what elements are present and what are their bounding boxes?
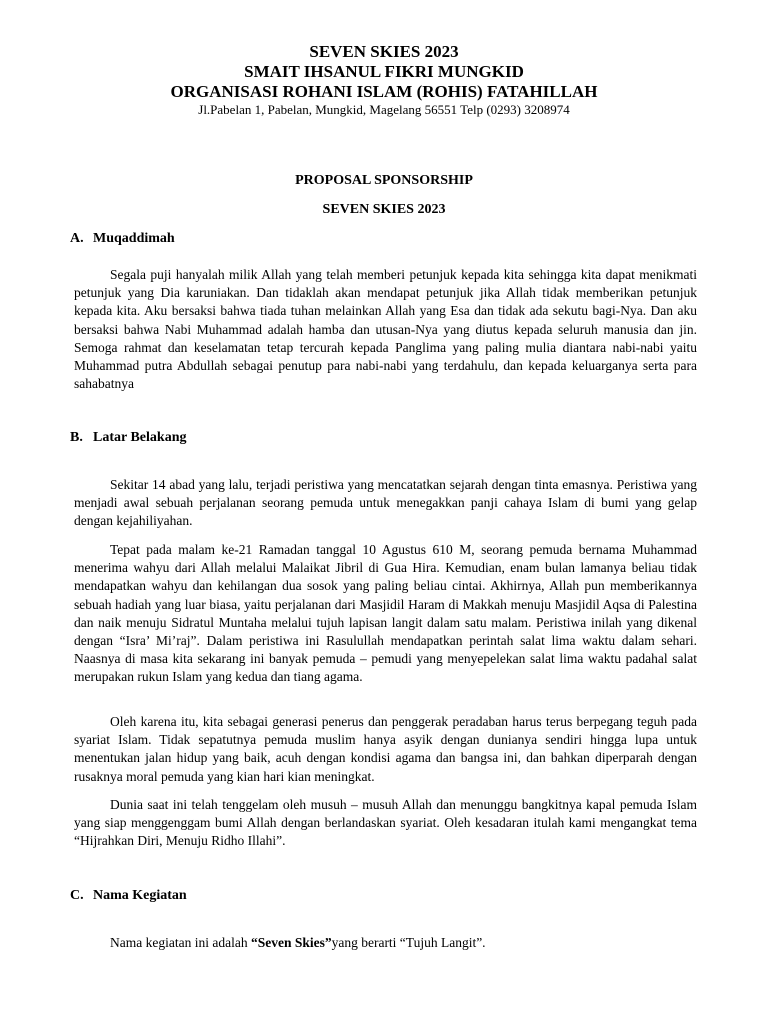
event-name-bold: “Seven Skies” [250,935,332,950]
school-name-heading: SMAIT IHSANUL FIKRI MUNGKID [244,62,524,81]
section-letter: A. [70,231,84,246]
letterhead [0,42,768,118]
section-letter: C. [70,888,84,903]
section-c-heading [70,888,187,904]
section-a-paragraph-1: Segala puji hanyalah milik Allah yang telah memberi petunjuk kepada kita sehingga kita dapat menikmati petunjuk yang Dia karuniakan. Dan tidaklah akan mendapat petunjuk jika Allah tidak memberikan petunjuk kepada kita. Aku bersaksi bahwa tiada tuhan melainkan Allah yang Esa dan tidak ada sekutu bagi-Nya. Dan aku bersaksi bahwa Nabi Muhammad adalah hamba dan utusan-Nya yang diutus kepada seluruh manusia dan jin. Semoga rahmat dan keselamatan tetap tercurah kepada Panglima yang paling mulia diantara nabi-nabi yaitu Muhammad putra Abdullah sebagai penutup para nabi-nabi yang terdahulu, dan kepada keluarganya serta para sahabatnya [74,267,697,392]
section-c-paragraph-1 [74,934,697,952]
event-name-heading: SEVEN SKIES 2023 [309,42,459,61]
section-title: Nama Kegiatan [93,888,187,903]
section-b-paragraph-1: Sekitar 14 abad yang lalu, terjadi peristiwa yang mencatatkan sejarah dengan tinta emasnya. Peristiwa yang menjadi awal sebuah perjalanan seorang pemuda untuk menegakkan panji cahaya Islam di bumi yang gelap dengan kejahiliyahan. [74,477,697,529]
section-b-paragraph-3: Oleh karena itu, kita sebagai generasi penerus dan penggerak peradaban harus terus berpegang teguh pada syariat Islam. Tidak sepatutnya pemuda muslim hanya asyik dengan dunianya sendiri hingga lupa untuk menentukan jalan hidup yang baik, acuh dengan kondisi agama dan bangsa ini, dan bahkan diperparah dengan rusaknya moral pemuda yang kian hari kian meningkat. [74,714,697,784]
section-title: Latar Belakang [93,430,187,445]
proposal-title: PROPOSAL SPONSORSHIP [295,173,473,188]
section-b-heading [70,430,186,446]
proposal-subtitle: SEVEN SKIES 2023 [322,202,446,217]
text-run: yang berarti “Tujuh Langit”. [331,935,486,950]
section-title: Muqaddimah [93,231,175,246]
text-run: Nama kegiatan ini adalah [110,935,251,950]
section-b-paragraph-4: Dunia saat ini telah tenggelam oleh musuh – musuh Allah dan menunggu bangkitnya kapal pemuda Islam yang siap menggenggam bumi Allah dengan berlandaskan syariat. Oleh kesadaran itulah kami mengangkat tema “Hijrahkan Diri, Menuju Ridho Illahi”. [74,797,697,849]
organization-address: Jl.Pabelan 1, Pabelan, Mungkid, Magelang 56551 Telp (0293) 3208974 [198,102,570,117]
section-a-heading [70,231,175,247]
section-b-paragraph-2: Tepat pada malam ke-21 Ramadan tanggal 10 Agustus 610 M, seorang pemuda bernama Muhammad menerima wahyu dari Allah melalui Malaikat Jibril di Gua Hira. Kemudian, enam bulan lamanya beliau tidak mendapatkan wahyu dan kehilangan dua sosok yang paling beliau cintai. Akhirnya, Allah pun memberikannya sebuah hadiah yang luar biasa, yaitu perjalanan dari Masjidil Haram di Makkah menuju Masjidil Aqsa di Palestina dan naik menuju Sidratul Muntaha melalui tujuh lapisan langit dalam satu malam. Peristiwa inilah yang dikenal dengan “Isra’ Mi’raj”. Dalam peristiwa ini Rasulullah mendapatkan perintah salat lima waktu dalam sehari. Naasnya di masa kita sekarang ini banyak pemuda – pemudi yang menyepelekan salat lima waktu padahal salat merupakan rukun Islam yang kedua dan tiang agama. [74,542,697,685]
organization-name-heading: ORGANISASI ROHANI ISLAM (ROHIS) FATAHILLAH [170,82,598,101]
section-letter: B. [70,430,83,445]
